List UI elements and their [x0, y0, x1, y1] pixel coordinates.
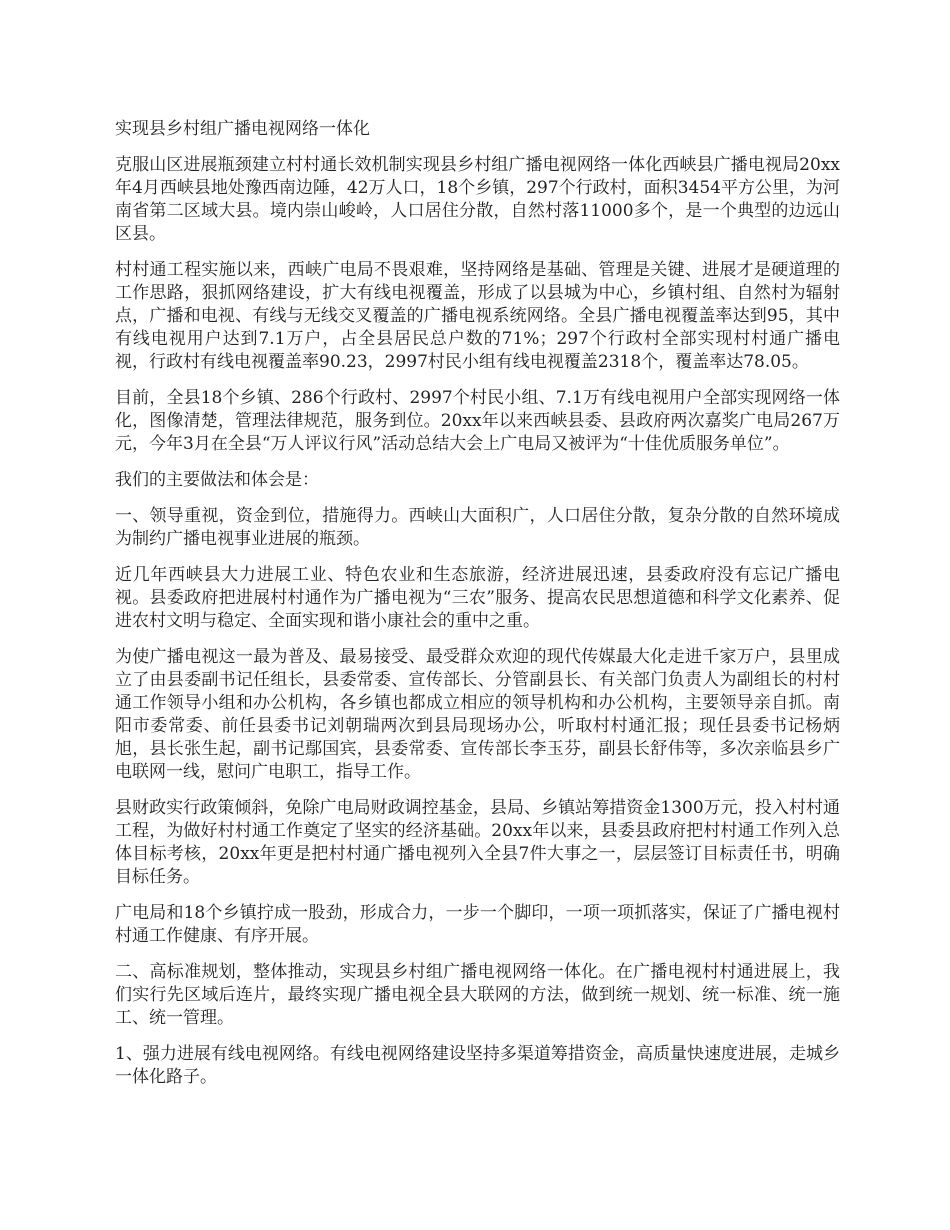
- paragraph-current-status: 目前，全县18个乡镇、286个行政村、2997个村民小组、7.1万有线电视用户全部实现网络一体化，图像清楚，管理法律规范，服务到位。20xx年以来西峡县委、县政府两次嘉奖广电局267万元，今年3月在全县“万人评议行风”活动总结大会上广电局又被评为“十佳优质服务单位”。: [115, 388, 840, 454]
- document-title: 实现县乡村组广播电视网络一体化: [115, 119, 370, 139]
- paragraph-intro: 克服山区进展瓶颈建立村村通长效机制实现县乡村组广播电视网络一体化西峡县广播电视局20xx年4月西峡县地处豫西南边陲，42万人口，18个乡镇，297个行政村，面积3454平方公里，为河南省第二区域大县。境内崇山峻岭，人口居住分散，自然村落11000多个，是一个典型的边远山区县。: [115, 155, 840, 244]
- paragraph-finance: 县财政实行政策倾斜，免除广电局财政调控基金，县局、乡镇站筹措资金1300万元，投入村村通工程，为做好村村通工作奠定了坚实的经济基础。20xx年以来，县委县政府把村村通工作列入总体目标考核，20xx年更是把村村通广播电视列入全县7件大事之一，层层签订目标责任书，明确目标任务。: [115, 798, 840, 887]
- paragraph-economy: 近几年西峡县大力进展工业、特色农业和生态旅游，经济进展迅速，县委政府没有忘记广播电视。县委政府把进展村村通作为广播电视为“三农”服务、提高农民思想道德和科学文化素养、促进农村文明与稳定、全面实现和谐小康社会的重中之重。: [115, 565, 840, 631]
- paragraph-section-one: 一、领导重视，资金到位，措施得力。西峡山大面积广，人口居住分散，复杂分散的自然环境成为制约广播电视事业进展的瓶颈。: [115, 506, 840, 549]
- paragraph-leadership: 为使广播电视这一最为普及、最易接受、最受群众欢迎的现代传媒最大化走进千家万户，县里成立了由县委副书记任组长，县委常委、宣传部长、分管副县长、有关部门负责人为副组长的村村通工作领导小组和办公机构，各乡镇也都成立相应的领导机构和办公机构，主要领导亲自抓。南阳市委常委、前任县委书记刘朝瑞两次到县局现场办公，听取村村通汇报；现任县委书记杨炳旭，县长张生起，副书记鄢国宾，县委常委、宣传部长李玉芬，副县长舒伟等，多次亲临县乡广电联网一线，慰问广电职工，指导工作。: [115, 647, 840, 782]
- paragraph-cooperation: 广电局和18个乡镇拧成一股劲，形成合力，一步一个脚印，一项一项抓落实，保证了广播电视村村通工作健康、有序开展。: [115, 903, 840, 946]
- paragraph-overview: 村村通工程实施以来，西峡广电局不畏艰难，坚持网络是基础、管理是关键、进展才是硬道理的工作思路，狠抓网络建设，扩大有线电视覆盖，形成了以县城为中心，乡镇村组、自然村为辐射点，广播和电视、有线与无线交叉覆盖的广播电视系统网络。全县广播电视覆盖率达到95，其中有线电视用户达到7.1万户，占全县居民总户数的71%；297个行政村全部实现村村通广播电视，行政村有线电视覆盖率90.23，2997村民小组有线电视覆盖2318个，覆盖率达78.05。: [115, 260, 840, 372]
- paragraph-practices-intro: 我们的主要做法和体会是：: [115, 470, 319, 490]
- paragraph-section-two: 二、高标准规划，整体推动，实现县乡村组广播电视网络一体化。在广播电视村村通进展上，我们实行先区域后连片，最终实现广播电视全县大联网的方法，做到统一规划、统一标准、统一施工、统一管理。: [115, 962, 840, 1028]
- paragraph-cable-network: 1、强力进展有线电视网络。有线电视网络建设坚持多渠道筹措资金，高质量快速度进展，走城乡一体化路子。: [115, 1044, 840, 1087]
- document-page: [115, 118, 840, 1102]
